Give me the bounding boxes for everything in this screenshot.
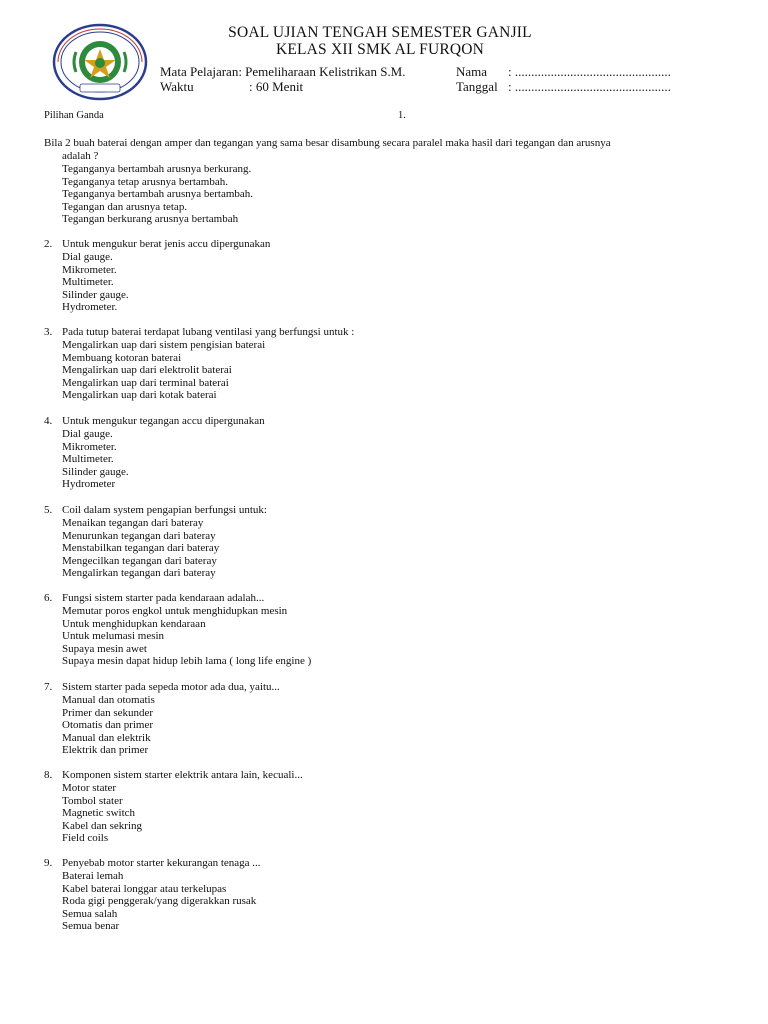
option-list xyxy=(62,694,155,757)
option[interactable]: Semua salah xyxy=(62,907,118,920)
option[interactable]: Menaikan tegangan dari bateray xyxy=(62,517,204,529)
option[interactable]: Primer dan sekunder xyxy=(62,706,154,719)
question-stem: Untuk mengukur berat jenis accu dipergunakan xyxy=(62,238,271,250)
option[interactable]: Dial gauge. xyxy=(62,428,113,440)
option-list xyxy=(62,428,129,491)
option[interactable]: Tegangan dan arusnya tetap. xyxy=(62,200,188,213)
option[interactable]: Mikrometer. xyxy=(62,440,117,453)
option[interactable]: Memutar poros engkol untuk menghidupkan mesin xyxy=(62,605,288,617)
option[interactable]: Kabel baterai longgar atau terkelupas xyxy=(62,882,227,895)
question-number: 2. xyxy=(44,238,53,250)
option[interactable]: Menurunkan tegangan dari bateray xyxy=(62,529,216,542)
option[interactable]: Otomatis dan primer xyxy=(62,719,154,732)
subject-label: Mata Pelajaran: Pemeliharaan Kelistrikan S.M. xyxy=(160,64,406,79)
option[interactable]: Mengalirkan uap dari elektrolit baterai xyxy=(62,364,232,377)
option[interactable]: Teganganya tetap arusnya bertambah. xyxy=(62,175,228,188)
option[interactable]: Silinder gauge. xyxy=(62,465,129,478)
question-stem: Bila 2 buah baterai dengan amper dan tegangan yang sama besar disambung secara paralel maka hasil dari tegangan dan arusnya xyxy=(44,137,611,149)
option[interactable]: Semua benar xyxy=(62,920,120,933)
exam-subtitle: KELAS XII SMK AL FURQON xyxy=(275,41,485,58)
option[interactable]: Baterai lemah xyxy=(62,870,124,882)
option[interactable]: Mikrometer. xyxy=(62,263,117,276)
option[interactable]: Supaya mesin dapat hidup lebih lama ( long life engine ) xyxy=(62,655,312,668)
question-stem: Fungsi sistem starter pada kendaraan adalah... xyxy=(62,592,265,604)
option-list xyxy=(62,870,256,933)
question-number: 7. xyxy=(44,681,53,693)
option[interactable]: Supaya mesin awet xyxy=(62,642,147,655)
question-stem: Sistem starter pada sepeda motor ada dua, yaitu... xyxy=(62,681,280,693)
name-label: Nama xyxy=(456,64,488,79)
date-field[interactable]: : ................................................ xyxy=(508,79,671,94)
question-number: 8. xyxy=(44,769,53,781)
time-label: Waktu xyxy=(160,79,194,94)
option[interactable]: Mengalirkan tegangan dari bateray xyxy=(62,567,216,580)
option[interactable]: Mengecilkan tegangan dari bateray xyxy=(62,554,217,567)
option[interactable]: Field coils xyxy=(62,832,109,845)
date-label: Tanggal xyxy=(456,79,498,94)
option[interactable]: Dial gauge. xyxy=(62,251,113,263)
question-stem: Pada tutup baterai terdapat lubang ventilasi yang berfungsi untuk : xyxy=(62,326,355,338)
question-stem: Coil dalam system pengapian berfungsi untuk: xyxy=(62,504,267,516)
option[interactable]: Multimeter. xyxy=(62,453,114,466)
name-field[interactable]: : ................................................ xyxy=(508,64,671,79)
option[interactable]: Hydrometer xyxy=(62,478,116,491)
option[interactable]: Mengalirkan uap dari kotak baterai xyxy=(62,389,217,402)
option-list xyxy=(62,605,311,668)
option[interactable]: Menstabilkan tegangan dari bateray xyxy=(62,542,220,555)
option-list xyxy=(62,339,265,402)
question-stem: Penyebab motor starter kekurangan tenaga ... xyxy=(62,857,261,869)
question-number: 9. xyxy=(44,857,53,869)
option[interactable]: Untuk menghidupkan kendaraan xyxy=(62,617,206,630)
option-list xyxy=(62,163,253,226)
option[interactable]: Mengalirkan uap dari terminal baterai xyxy=(62,376,229,389)
option[interactable]: Teganganya bertambah arusnya bertambah. xyxy=(62,188,254,201)
option[interactable]: Roda gigi penggerak/yang digerakkan rusak xyxy=(62,895,257,908)
option[interactable]: Magnetic switch xyxy=(62,807,136,820)
option[interactable]: Tegangan berkurang arusnya bertambah xyxy=(62,213,239,226)
option[interactable]: Manual dan otomatis xyxy=(62,694,155,706)
option[interactable]: Silinder gauge. xyxy=(62,288,129,301)
option[interactable]: Tombol stater xyxy=(62,794,123,807)
question-stem-cont: adalah ? xyxy=(62,150,99,162)
school-logo xyxy=(50,22,150,102)
question-number: 6. xyxy=(44,592,53,604)
option-list xyxy=(62,251,129,314)
option[interactable]: Mengalirkan uap dari sistem pengisian baterai xyxy=(62,339,266,351)
option[interactable]: Teganganya bertambah arusnya berkurang. xyxy=(62,163,252,175)
option[interactable]: Motor stater xyxy=(62,782,117,794)
question-number: 4. xyxy=(44,415,53,427)
option-list xyxy=(62,517,219,580)
option[interactable]: Multimeter. xyxy=(62,276,114,289)
time-value: : 60 Menit xyxy=(249,79,304,94)
option[interactable]: Manual dan elektrik xyxy=(62,731,151,744)
section-label: Pilihan Ganda xyxy=(44,110,104,121)
option[interactable]: Membuang kotoran baterai xyxy=(62,351,182,364)
option[interactable]: Elektrik dan primer xyxy=(62,744,149,757)
option[interactable]: Kabel dan sekring xyxy=(62,819,143,832)
question-number: 3. xyxy=(44,326,53,338)
option-list xyxy=(62,782,142,845)
option[interactable]: Hydrometer. xyxy=(62,301,118,314)
option[interactable]: Untuk melumasi mesin xyxy=(62,630,165,643)
first-question-number: 1. xyxy=(398,110,406,121)
exam-title: SOAL UJIAN TENGAH SEMESTER GANJIL xyxy=(228,24,532,41)
question-number: 5. xyxy=(44,504,53,516)
question-stem: Untuk mengukur tegangan accu dipergunakan xyxy=(62,415,265,427)
question-stem: Komponen sistem starter elektrik antara lain, kecuali... xyxy=(62,769,303,781)
